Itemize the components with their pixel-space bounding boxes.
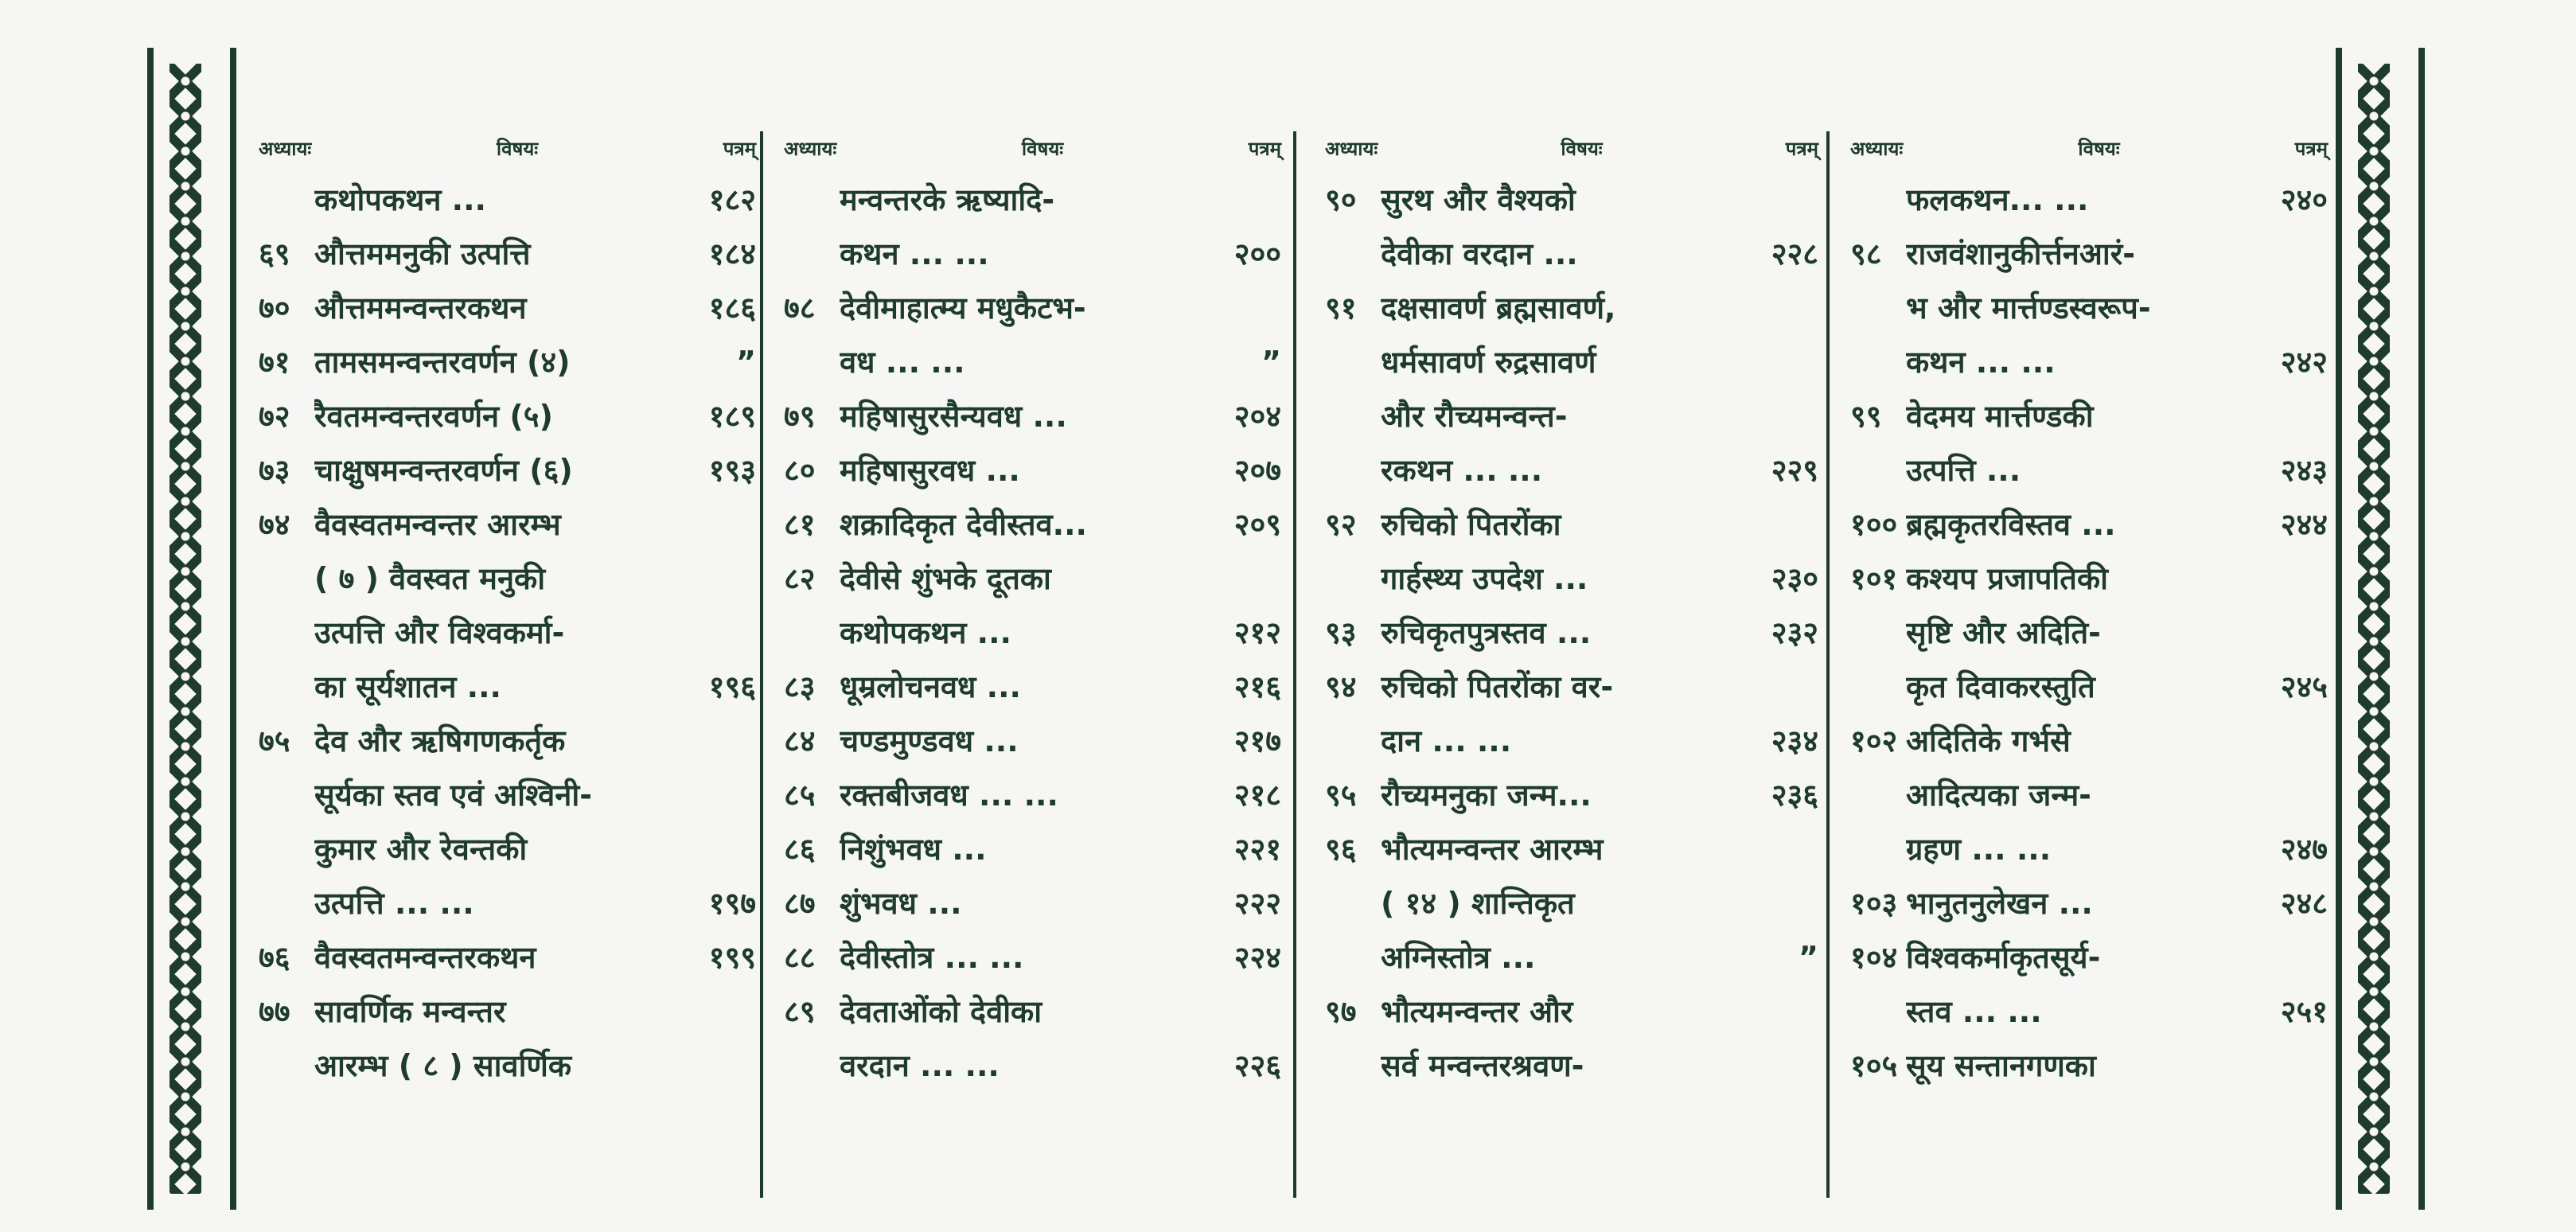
toc-column-4 [1850, 131, 2328, 1198]
page-number: १९३ [708, 453, 756, 488]
page-number: १८२ [708, 182, 756, 217]
left-decorative-border [147, 48, 236, 1210]
toc-entry [259, 227, 756, 281]
chapter-number: ९१ [1325, 290, 1357, 326]
entry-subject: भौत्यमन्वन्तर और [1381, 994, 1573, 1029]
chapter-number: ९५ [1325, 778, 1357, 813]
entry-subject: देवीमाहात्म्य मधुकैटभ- [840, 290, 1086, 326]
chapter-number: ९० [1325, 182, 1357, 217]
entry-subject: सूय सन्तानगणका [1906, 1048, 2096, 1083]
page-number: २१२ [1233, 615, 1281, 650]
page-number: २४७ [2280, 832, 2328, 867]
toc-entry [1325, 984, 1818, 1039]
toc-entry [259, 930, 756, 984]
entry-subject: कुमार और रेवन्तकी [314, 832, 528, 867]
page-number: १९६ [708, 669, 756, 704]
toc-entry [1325, 606, 1818, 660]
entry-subject: वैवस्वतमन्वन्तर आरम्भ [314, 507, 561, 542]
toc-entry [1325, 822, 1818, 876]
page-number: २२८ [1771, 236, 1818, 271]
toc-entry [784, 443, 1281, 497]
toc-entry [784, 389, 1281, 443]
toc-entry [784, 606, 1281, 660]
chapter-number: ७३ [259, 453, 290, 488]
entry-list [1850, 173, 2328, 1093]
entry-subject: ( ७ ) वैवस्वत मनुकी [314, 561, 546, 596]
entry-subject: गार्हस्थ्य उपदेश ... [1381, 561, 1588, 596]
toc-entry [1850, 335, 2328, 389]
page-number: २३६ [1771, 778, 1818, 813]
toc-entry [784, 660, 1281, 714]
toc-column-2 [784, 131, 1281, 1198]
page-number: १९९ [708, 940, 756, 975]
page-number: २२२ [1233, 886, 1281, 921]
entry-subject: भौत्यमन्वन्तर आरम्भ [1381, 832, 1604, 867]
page-number: ” [736, 345, 756, 380]
entry-subject: ब्रह्मकृतरविस्तव ... [1906, 507, 2116, 542]
page-number: २०४ [1233, 399, 1281, 434]
page-number: २२४ [1233, 940, 1281, 975]
toc-entry [1325, 443, 1818, 497]
entry-subject: आदित्यका जन्म- [1906, 778, 2091, 813]
entry-subject: शक्रादिकृत देवीस्तव... [840, 507, 1087, 542]
entry-subject: मन्वन्तरके ऋष्यादि- [840, 182, 1055, 217]
toc-entry [1325, 930, 1818, 984]
entry-list [1325, 173, 1818, 1093]
toc-entry [1850, 714, 2328, 768]
page-number: ” [1799, 940, 1818, 975]
entry-subject: देवीका वरदान ... [1381, 236, 1578, 271]
chapter-number: ८० [784, 453, 816, 488]
toc-entry [784, 173, 1281, 227]
entry-subject: उत्पत्ति ... [1906, 453, 2021, 488]
header-page: पत्रम् [1785, 138, 1818, 160]
toc-entry [1850, 1039, 2328, 1093]
entry-subject: वेदमय मार्त्तण्डकी [1906, 399, 2094, 434]
entry-subject: रुचिकृतपुत्रस्तव ... [1381, 615, 1592, 650]
toc-entry [259, 606, 756, 660]
column-header [259, 131, 756, 166]
page-number: २२९ [1771, 453, 1818, 488]
entry-subject: धर्मसावर्ण रुद्रसावर्ण [1381, 345, 1596, 380]
chapter-number: ८४ [784, 723, 816, 758]
toc-entry [784, 876, 1281, 930]
page-number: २३० [1771, 561, 1818, 596]
entry-subject: देवीसे शुंभके दूतका [840, 561, 1051, 596]
entry-subject: कथोपकथन ... [314, 182, 486, 217]
chapter-number: १०५ [1850, 1048, 1898, 1083]
entry-subject: शुंभवध ... [840, 886, 962, 921]
page-number: २०० [1233, 236, 1281, 271]
chapter-number: ८६ [784, 832, 816, 867]
page-number: २३२ [1771, 615, 1818, 650]
header-subject: विषयः [2078, 138, 2120, 160]
toc-entry [259, 552, 756, 606]
chapter-number: ८१ [784, 507, 816, 542]
toc-entry [259, 984, 756, 1039]
entry-subject: वैवस्वतमन्वन्तरकथन [314, 940, 536, 975]
entry-subject: कृत दिवाकरस्तुति [1906, 669, 2095, 704]
page-number: २४० [2280, 182, 2328, 217]
entry-subject: राजवंशानुकीर्त्तनआरं- [1906, 236, 2136, 271]
entry-subject: और रौच्यमन्वन्त- [1381, 399, 1568, 434]
page-number: २२६ [1233, 1048, 1281, 1083]
page-number: २४३ [2280, 453, 2328, 488]
toc-entry [1325, 552, 1818, 606]
entry-subject: का सूर्यशातन ... [314, 669, 501, 704]
diamond-chain-icon [2358, 64, 2390, 1194]
chapter-number: ७५ [259, 723, 290, 758]
column-divider [760, 131, 763, 1198]
entry-subject: सूर्यका स्तव एवं अश्विनी- [314, 778, 593, 813]
entry-subject: भानुतनुलेखन ... [1906, 886, 2093, 921]
entry-subject: कथोपकथन ... [840, 615, 1011, 650]
chapter-number: ८२ [784, 561, 816, 596]
header-chapter: अध्यायः [784, 138, 837, 160]
chapter-number: ८३ [784, 669, 816, 704]
entry-subject: ग्रहण ... ... [1906, 832, 2052, 867]
entry-subject: तामसमन्वन्तरवर्णन (४) [314, 345, 571, 380]
header-chapter: अध्यायः [259, 138, 312, 160]
entry-subject: सृष्टि और अदिति- [1906, 615, 2101, 650]
toc-entry [784, 984, 1281, 1039]
toc-entry [259, 281, 756, 335]
toc-entry [1850, 660, 2328, 714]
toc-entry [1850, 443, 2328, 497]
entry-subject: निशुंभवध ... [840, 832, 987, 867]
chapter-number: ७७ [259, 994, 290, 1029]
page-number: २१८ [1233, 778, 1281, 813]
toc-entry [259, 1039, 756, 1093]
chapter-number: ९४ [1325, 669, 1357, 704]
page-number: २४४ [2280, 507, 2328, 542]
entry-subject: स्तव ... ... [1906, 994, 2042, 1029]
diamond-chain-icon [170, 64, 201, 1194]
entry-subject: कश्यप प्रजापतिकी [1906, 561, 2108, 596]
chapter-number: ७९ [784, 399, 816, 434]
entry-subject: फलकथन... ... [1906, 182, 2089, 217]
chapter-number: ८७ [784, 886, 816, 921]
page-number: २४८ [2280, 886, 2328, 921]
toc-entry [1325, 389, 1818, 443]
page-number: १९७ [708, 886, 756, 921]
toc-entry [259, 714, 756, 768]
toc-entry [1850, 930, 2328, 984]
chapter-number: १०४ [1850, 940, 1898, 975]
page-number: ” [1261, 345, 1281, 380]
toc-entry [259, 768, 756, 822]
toc-column-1 [259, 131, 756, 1198]
entry-subject: ( १४ ) शान्तिकृत [1381, 886, 1575, 921]
entry-subject: उत्पत्ति और विश्वकर्मा- [314, 615, 565, 650]
toc-entry [1850, 227, 2328, 281]
entry-subject: रैवतमन्वन्तरवर्णन (५) [314, 399, 553, 434]
chapter-number: १०३ [1850, 886, 1898, 921]
entry-subject: महिषासुरवध ... [840, 453, 1020, 488]
chapter-number: ९२ [1325, 507, 1357, 542]
toc-entry [259, 876, 756, 930]
right-decorative-border [2336, 48, 2425, 1210]
entry-subject: रक्तबीजवध ... ... [840, 778, 1058, 813]
chapter-number: ९७ [1325, 994, 1357, 1029]
header-page: पत्रम् [723, 138, 756, 160]
toc-entry [1850, 497, 2328, 552]
entry-subject: सावर्णिक मन्वन्तर [314, 994, 506, 1029]
toc-entry [1325, 227, 1818, 281]
toc-entry [784, 497, 1281, 552]
entry-subject: उत्पत्ति ... ... [314, 886, 474, 921]
page-number: २०७ [1233, 453, 1281, 488]
toc-entry [1325, 173, 1818, 227]
chapter-number: ८५ [784, 778, 816, 813]
entry-subject: दान ... ... [1381, 723, 1512, 758]
page-number: २०९ [1233, 507, 1281, 542]
toc-entry [1850, 984, 2328, 1039]
entry-subject: सुरथ और वैश्यको [1381, 182, 1576, 217]
chapter-number: ९९ [1850, 399, 1882, 434]
column-header [1325, 131, 1818, 166]
entry-subject: अदितिके गर्भसे [1906, 723, 2071, 758]
toc-entry [1850, 606, 2328, 660]
toc-column-3 [1325, 131, 1818, 1198]
chapter-number: ८८ [784, 940, 816, 975]
column-divider [1826, 131, 1830, 1198]
entry-subject: औत्तममन्वन्तरकथन [314, 290, 527, 326]
entry-subject: भ और मार्त्तण्डस्वरूप- [1906, 290, 2151, 326]
toc-entry [784, 281, 1281, 335]
page-number: २४५ [2280, 669, 2328, 704]
header-subject: विषयः [1021, 138, 1064, 160]
chapter-number: ७२ [259, 399, 290, 434]
chapter-number: ८९ [784, 994, 816, 1029]
entry-subject: औत्तममनुकी उत्पत्ति [314, 236, 531, 271]
toc-entry [784, 335, 1281, 389]
chapter-number: ७८ [784, 290, 816, 326]
header-page: पत्रम् [1248, 138, 1281, 160]
entry-subject: देवताओंको देवीका [840, 994, 1042, 1029]
toc-entry [1325, 335, 1818, 389]
toc-entry [1850, 173, 2328, 227]
page-number: १८९ [708, 399, 756, 434]
entry-subject: रुचिको पितरोंका वर- [1381, 669, 1614, 704]
page-number: २१७ [1233, 723, 1281, 758]
entry-subject: अग्निस्तोत्र ... [1381, 940, 1536, 975]
toc-entry [784, 930, 1281, 984]
toc-entry [1325, 497, 1818, 552]
toc-entry [259, 443, 756, 497]
chapter-number: ७४ [259, 507, 290, 542]
toc-entry [1325, 876, 1818, 930]
toc-entry [1850, 389, 2328, 443]
toc-entry [259, 497, 756, 552]
header-chapter: अध्यायः [1325, 138, 1378, 160]
entry-subject: चण्डमुण्डवध ... [840, 723, 1019, 758]
entry-subject: वध ... ... [840, 345, 965, 380]
toc-entry [1850, 768, 2328, 822]
toc-entry [1850, 876, 2328, 930]
toc-entry [1325, 660, 1818, 714]
entry-subject: रकथन ... ... [1381, 453, 1543, 488]
chapter-number: ९३ [1325, 615, 1357, 650]
page-number: १८६ [708, 290, 756, 326]
entry-subject: सर्व मन्वन्तरश्रवण- [1381, 1048, 1584, 1083]
header-subject: विषयः [1561, 138, 1603, 160]
chapter-number: १०१ [1850, 561, 1898, 596]
page-number: २३४ [1771, 723, 1818, 758]
toc-entry [784, 822, 1281, 876]
chapter-number: ९६ [1325, 832, 1357, 867]
entry-subject: चाक्षुषमन्वन्तरवर्णन (६) [314, 453, 573, 488]
toc-entry [1325, 714, 1818, 768]
header-page: पत्रम् [2294, 138, 2328, 160]
entry-subject: धूम्रलोचनवध ... [840, 669, 1021, 704]
toc-entry [259, 660, 756, 714]
column-header [784, 131, 1281, 166]
toc-entry [1325, 281, 1818, 335]
entry-subject: रौच्यमनुका जन्म... [1381, 778, 1592, 813]
toc-entry [784, 768, 1281, 822]
entry-subject: रुचिको पितरोंका [1381, 507, 1561, 542]
entry-list [784, 173, 1281, 1093]
toc-entry [1850, 822, 2328, 876]
chapter-number: ६९ [259, 236, 290, 271]
entry-subject: महिषासुरसैन्यवध ... [840, 399, 1067, 434]
toc-entry [1325, 1039, 1818, 1093]
chapter-number: ७६ [259, 940, 290, 975]
entry-subject: वरदान ... ... [840, 1048, 1000, 1083]
column-header [1850, 131, 2328, 166]
chapter-number: ७० [259, 290, 290, 326]
chapter-number: ९८ [1850, 236, 1882, 271]
column-divider [1293, 131, 1296, 1198]
entry-subject: आरम्भ ( ८ ) सावर्णिक [314, 1048, 572, 1083]
entry-subject: विश्वकर्माकृतसूर्य- [1906, 940, 2101, 975]
entry-subject: देव और ऋषिगणकर्तृक [314, 723, 566, 758]
page-number: २४२ [2280, 345, 2328, 380]
header-subject: विषयः [496, 138, 539, 160]
toc-entry [259, 335, 756, 389]
toc-entry [259, 389, 756, 443]
toc-entry [784, 1039, 1281, 1093]
header-chapter: अध्यायः [1850, 138, 1904, 160]
entry-subject: कथन ... ... [840, 236, 989, 271]
chapter-number: ७१ [259, 345, 290, 380]
chapter-number: १०० [1850, 507, 1898, 542]
toc-entry [784, 552, 1281, 606]
toc-entry [784, 714, 1281, 768]
entry-subject: कथन ... ... [1906, 345, 2056, 380]
entry-subject: देवीस्तोत्र ... ... [840, 940, 1024, 975]
toc-entry [1325, 768, 1818, 822]
toc-entry [784, 227, 1281, 281]
page-number: १८४ [708, 236, 756, 271]
page-number: २१६ [1233, 669, 1281, 704]
toc-entry [1850, 552, 2328, 606]
entry-subject: दक्षसावर्ण ब्रह्मसावर्ण, [1381, 290, 1616, 326]
toc-entry [259, 822, 756, 876]
page-number: २५१ [2280, 994, 2328, 1029]
page-number: २२१ [1233, 832, 1281, 867]
entry-list [259, 173, 756, 1093]
toc-entry [259, 173, 756, 227]
chapter-number: १०२ [1850, 723, 1898, 758]
toc-entry [1850, 281, 2328, 335]
